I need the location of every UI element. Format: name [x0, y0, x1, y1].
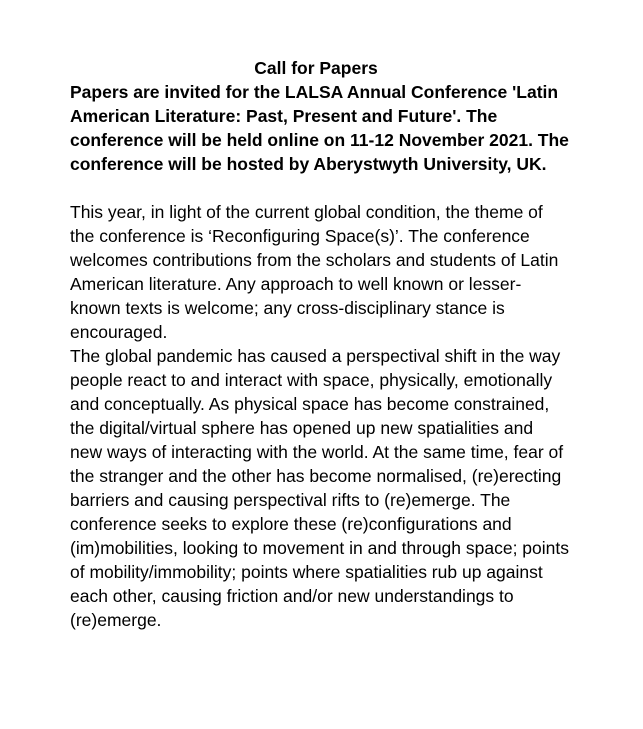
paragraph-spacer	[70, 176, 570, 200]
body-paragraph-pandemic: The global pandemic has caused a perspectival shift in the way people react to and interact with space, physically, emotionally and conceptually. As physical space has become constrained, the digital/virtual sphere has opened up new spatialities and new ways of interacting with the world. At the same time, fear of the stranger and the other has become normalised, (re)erecting barriers and causing perspectival rifts to (re)emerge. The conference seeks to explore these (re)configurations and (im)mobilities, looking to movement in and through space; points of mobility/immobility; points where spatialities rub up against each other, causing friction and/or new understandings to (re)emerge.	[70, 346, 569, 630]
document-title: Call for Papers	[254, 58, 378, 78]
body-paragraph-theme: This year, in light of the current global condition, the theme of the conference is ‘Reconfiguring Space(s)’. The conference welcomes contributions from the scholars and students of Latin American literature. Any approach to well known or lesser-known texts is welcome; any cross-disciplinary stance is encouraged.	[70, 202, 559, 342]
document-page	[70, 56, 570, 632]
intro-paragraph: Papers are invited for the LALSA Annual Conference 'Latin American Literature: Past, Present and Future'. The conference will be held online on 11-12 November 2021. The conference will be hosted by Aberystwyth University, UK.	[70, 82, 569, 174]
